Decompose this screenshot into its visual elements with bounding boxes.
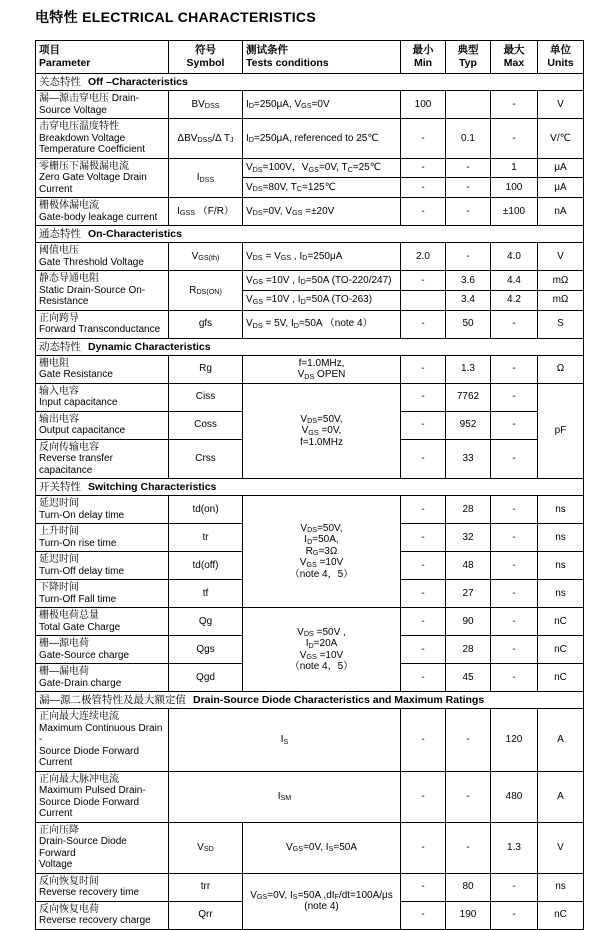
table-cell: - (491, 873, 538, 901)
section-title-en: Drain-Source Diode Characteristics and Maximum Ratings (193, 694, 485, 706)
table-cell: - (401, 355, 446, 383)
table-cell: - (446, 178, 491, 198)
table-cell: 阈值电压 Gate Threshold Voltage (36, 243, 169, 271)
table-cell: 480 (491, 771, 538, 822)
table-cell: $V_{GS}=0V$, $I_S=50A$ $,dI_F/dt=100A/\mu s$ (note 4) (243, 873, 401, 929)
table-row (36, 873, 584, 901)
table-cell: - (401, 552, 446, 580)
table-row (36, 355, 584, 383)
table-cell: - (491, 310, 538, 338)
table-cell: - (491, 552, 538, 580)
table-cell: - (446, 771, 491, 822)
table-cell: - (491, 608, 538, 636)
table-cell: - (401, 636, 446, 664)
table-cell: Qgd (169, 664, 243, 692)
electrical-characteristics-table (35, 40, 584, 930)
table-row (36, 383, 584, 411)
table-cell: 33 (446, 439, 491, 479)
table-cell: 100 (491, 178, 538, 198)
table-cell: - (446, 709, 491, 772)
table-cell: 输入电容 Input capacitance (36, 383, 169, 411)
table-cell: gfs (169, 310, 243, 338)
section-title-zh: 漏—源二极管特性及最大额定值 (39, 694, 186, 706)
table-cell: 952 (446, 411, 491, 439)
table-cell: $V_{DS}=50V$, $I_D=50A$, $R_G=3\Omega$ $V_{GS} =10V$ （note 4，5） (243, 496, 401, 608)
table-cell: - (401, 411, 446, 439)
table-row (36, 310, 584, 338)
page-title: 电特性 ELECTRICAL CHARACTERISTICS (35, 9, 316, 25)
table-cell: Qrr (169, 901, 243, 929)
table-cell: 正向最大连续电流 Maximum Continuous Drain - Source Diode Forward Current (36, 709, 169, 772)
table-cell: 80 (446, 873, 491, 901)
table-cell: - (401, 178, 446, 198)
section-row (36, 692, 584, 709)
table-cell: 32 (446, 524, 491, 552)
table-cell: 反向恢复时间 Reverse recovery time (36, 873, 169, 901)
table-cell: - (491, 664, 538, 692)
table-cell: 100 (401, 91, 446, 119)
table-cell: $I_S$ (169, 709, 401, 772)
table-cell: - (491, 355, 538, 383)
table-row (36, 91, 584, 119)
table-cell: - (491, 91, 538, 119)
table-cell: - (491, 901, 538, 929)
table-cell: - (401, 524, 446, 552)
table-cell: 7762 (446, 383, 491, 411)
header-cell: 符号 Symbol (169, 41, 243, 74)
table-cell: - (446, 158, 491, 178)
table-cell: $I_{SM}$ (169, 771, 401, 822)
table-cell: $V_{DS} = V_{GS}$ , $I_D=250\mu A$ (243, 243, 401, 271)
table-cell: f=1.0MHz, $V_{DS}$ OPEN (243, 355, 401, 383)
table-cell: 3.4 (446, 290, 491, 310)
table-cell: $V_{SD}$ (169, 822, 243, 873)
table-row (36, 198, 584, 226)
table-cell: V (538, 91, 584, 119)
table-cell: 上升时间 Turn-On rise time (36, 524, 169, 552)
table-cell: 1.3 (446, 355, 491, 383)
table-cell: 0.1 (446, 119, 491, 159)
table-cell: - (401, 158, 446, 178)
table-cell: Crss (169, 439, 243, 479)
table-cell: - (491, 383, 538, 411)
table-cell: $V_{DS}=100V$，$V_{GS}=0V$, $T_C=25℃$ (243, 158, 401, 178)
table-cell: - (401, 664, 446, 692)
table-cell: 输出电容 Output capacitance (36, 411, 169, 439)
table-cell (446, 91, 491, 119)
table-cell: ns (538, 873, 584, 901)
table-cell: 正向压降 Drain-Source Diode Forward Voltage (36, 822, 169, 873)
table-cell: 栅—源电荷 Gate-Source charge (36, 636, 169, 664)
table-cell: ns (538, 524, 584, 552)
table-cell: 90 (446, 608, 491, 636)
table-cell: 静态导通电阻 Static Drain-Source On- Resistance (36, 271, 169, 311)
section-row (36, 479, 584, 496)
table-cell: - (401, 771, 446, 822)
table-row (36, 271, 584, 291)
table-cell: - (401, 496, 446, 524)
table-cell (401, 290, 446, 310)
table-cell: - (401, 580, 446, 608)
table-cell: - (491, 411, 538, 439)
section-title-en: Dynamic Characteristics (88, 340, 211, 353)
table-cell: 下降时间 Turn-Off Fall time (36, 580, 169, 608)
table-cell: - (491, 636, 538, 664)
table-cell: ±100 (491, 198, 538, 226)
table-cell: 3.6 (446, 271, 491, 291)
header-cell: 项目 Parameter (36, 41, 169, 74)
section-row (36, 338, 584, 355)
table-cell: nA (538, 198, 584, 226)
table-cell: μA (538, 158, 584, 178)
table-cell: 120 (491, 709, 538, 772)
section-title-zh: 通态特性 (39, 228, 81, 240)
table-cell: 28 (446, 496, 491, 524)
section-title-zh: 开关特性 (39, 481, 81, 493)
table-cell: 零栅压下漏极漏电流 Zero Gate Voltage Drain Current (36, 158, 169, 198)
table-cell: td(on) (169, 496, 243, 524)
table-cell: 栅电阻 Gate Resistance (36, 355, 169, 383)
header-cell: 最小 Min (401, 41, 446, 74)
table-cell: $I_D=250\mu A$, referenced to 25℃ (243, 119, 401, 159)
table-cell: 4.2 (491, 290, 538, 310)
table-cell: 反向恢复电荷 Reverse recovery charge (36, 901, 169, 929)
table-cell: nC (538, 901, 584, 929)
table-cell: - (401, 119, 446, 159)
section-title-cell (36, 479, 584, 496)
table-cell: 4.0 (491, 243, 538, 271)
section-row (36, 74, 584, 91)
section-title-en: Switching Characteristics (88, 481, 217, 493)
header-cell: 单位 Units (538, 41, 584, 74)
table-cell: tf (169, 580, 243, 608)
table-cell: - (401, 439, 446, 479)
table-cell: 反向传输电容 Reverse transfer capacitance (36, 439, 169, 479)
table-cell: $I_{DSS}$ (169, 158, 243, 198)
table-cell: - (491, 119, 538, 159)
table-cell: 2.0 (401, 243, 446, 271)
table-cell: mΩ (538, 290, 584, 310)
table-cell: ns (538, 580, 584, 608)
table-cell: tr (169, 524, 243, 552)
table-cell: - (401, 198, 446, 226)
table-cell: 延迟时间 Turn-Off delay time (36, 552, 169, 580)
table-cell: 28 (446, 636, 491, 664)
table-cell: Rg (169, 355, 243, 383)
section-title-cell (36, 226, 584, 243)
table-cell: V/℃ (538, 119, 584, 159)
table-cell: 正向跨导 Forward Transconductance (36, 310, 169, 338)
table-row (36, 158, 584, 178)
table-cell: S (538, 310, 584, 338)
table-cell: 击穿电压温度特性 Breakdown Voltage Temperature Coefficient (36, 119, 169, 159)
table-cell: - (401, 310, 446, 338)
table-cell: - (491, 524, 538, 552)
table-cell: $V_{DS}=80V$, $T_C=125℃$ (243, 178, 401, 198)
table-cell: $V_{DS} = 5V$, $I_D=50A$ （note 4） (243, 310, 401, 338)
table-cell: 栅极体漏电流 Gate-body leakage current (36, 198, 169, 226)
table-cell: ns (538, 552, 584, 580)
table-cell: V (538, 822, 584, 873)
table-cell: 45 (446, 664, 491, 692)
section-title-en: Off –Characteristics (88, 76, 188, 88)
table-row (36, 243, 584, 271)
header-cell: 最大 Max (491, 41, 538, 74)
table-cell: - (446, 198, 491, 226)
table-cell: Qg (169, 608, 243, 636)
table-cell: $V_{DS} =50V$ , $I_D=20A$ $V_{GS} =10V$ （note 4，5） (243, 608, 401, 692)
table-cell: - (401, 608, 446, 636)
section-row (36, 226, 584, 243)
table-cell: - (401, 271, 446, 291)
table-cell: - (401, 873, 446, 901)
section-title-cell (36, 692, 584, 709)
table-row (36, 608, 584, 636)
table-cell: td(off) (169, 552, 243, 580)
table-header (36, 41, 584, 74)
table-cell: pF (538, 383, 584, 479)
table-cell: 4.4 (491, 271, 538, 291)
table-cell: - (491, 496, 538, 524)
table-cell: $BV_{DSS}$ (169, 91, 243, 119)
table-cell: - (401, 709, 446, 772)
table-cell: mΩ (538, 271, 584, 291)
table-cell: 正向最大脉冲电流 Maximum Pulsed Drain- Source Diode Forward Current (36, 771, 169, 822)
table-cell: - (401, 822, 446, 873)
table-cell: A (538, 771, 584, 822)
table-cell: 栅极电荷总量 Total Gate Charge (36, 608, 169, 636)
table-cell: 48 (446, 552, 491, 580)
table-cell: $V_{GS}=0V$, $I_S=50A$ (243, 822, 401, 873)
table-cell: $I_D=250\mu A$, $V_{GS}=0V$ (243, 91, 401, 119)
table-cell: - (491, 580, 538, 608)
table-cell: trr (169, 873, 243, 901)
table-cell: $V_{GS} =10V$ , $I_D=50A$ (TO-220/247) (243, 271, 401, 291)
table-cell: nC (538, 636, 584, 664)
section-title-cell (36, 74, 584, 91)
table-cell: $V_{GS(th)}$ (169, 243, 243, 271)
table-cell: - (446, 822, 491, 873)
table-cell: 27 (446, 580, 491, 608)
table-cell: - (401, 383, 446, 411)
table-cell: Ω (538, 355, 584, 383)
table-cell: $V_{GS} =10V$ , $I_D=50A$ (TO-263) (243, 290, 401, 310)
table-cell: $R_{DS(ON)}$ (169, 271, 243, 311)
table-cell: Coss (169, 411, 243, 439)
table-cell: - (446, 243, 491, 271)
table-cell: $\Delta BV_{DSS}/\Delta$ $T_J$ (169, 119, 243, 159)
table-cell: $V_{DS}=0V$, $V_{GS} =\pm 20V$ (243, 198, 401, 226)
table-cell: ns (538, 496, 584, 524)
section-title-cell (36, 338, 584, 355)
table-cell: 50 (446, 310, 491, 338)
table-cell: Qgs (169, 636, 243, 664)
table-cell: Ciss (169, 383, 243, 411)
table-row (36, 119, 584, 159)
header-cell: 典型 Typ (446, 41, 491, 74)
section-title-en: On-Characteristics (88, 228, 182, 240)
table-header-row (36, 41, 584, 74)
section-title-zh: 动态特性 (39, 340, 81, 353)
table-row (36, 496, 584, 524)
table-cell: $V_{DS}=50V$, $V_{GS} =0V$, f=1.0MHz (243, 383, 401, 479)
table-row (36, 709, 584, 772)
table-cell: V (538, 243, 584, 271)
table-body (36, 74, 584, 930)
table-cell: nC (538, 608, 584, 636)
table-cell: 1 (491, 158, 538, 178)
table-cell: μA (538, 178, 584, 198)
table-cell: - (491, 439, 538, 479)
table-cell: $I_{GSS}$ （F/R） (169, 198, 243, 226)
table-cell: - (401, 901, 446, 929)
table-cell: A (538, 709, 584, 772)
table-row (36, 771, 584, 822)
table-cell: 延迟时间 Turn-On delay time (36, 496, 169, 524)
table-cell: 漏—源击穿电压 Drain- Source Voltage (36, 91, 169, 119)
table-cell: 1.3 (491, 822, 538, 873)
table-cell: nC (538, 664, 584, 692)
table-row (36, 822, 584, 873)
table-cell: 栅—漏电荷 Gate-Drain charge (36, 664, 169, 692)
table-cell: 190 (446, 901, 491, 929)
header-cell: 测试条件 Tests conditions (243, 41, 401, 74)
section-title-zh: 关态特性 (39, 76, 81, 88)
